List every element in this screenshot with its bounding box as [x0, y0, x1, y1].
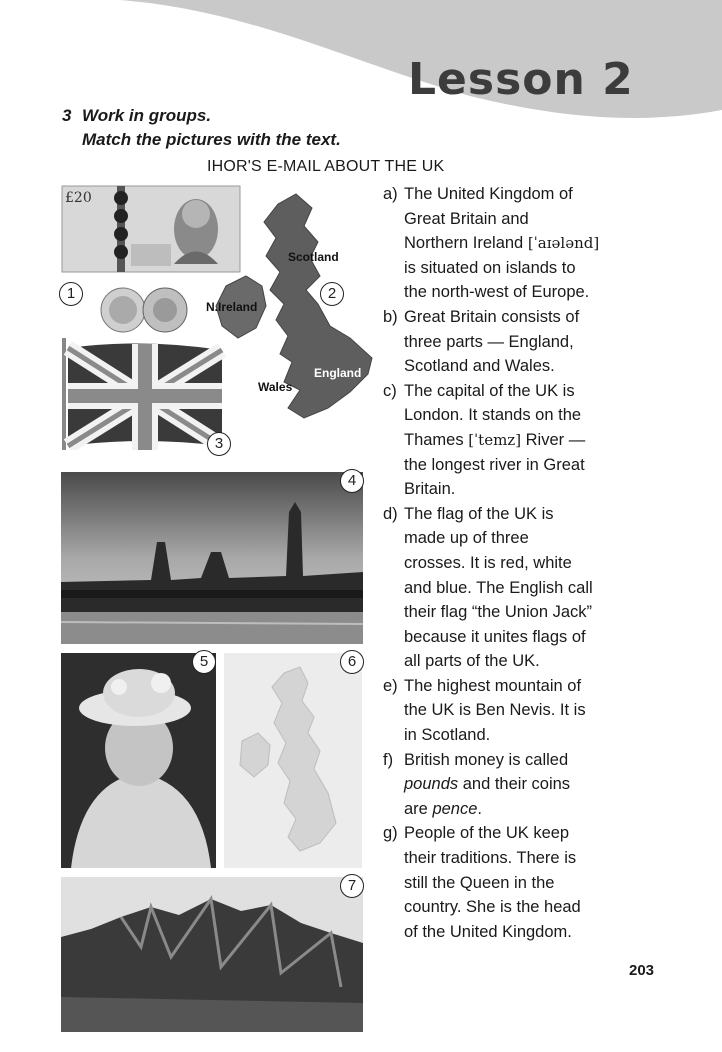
item-letter: d) — [383, 504, 398, 523]
email-text-list — [383, 182, 623, 944]
picture-number-4: 4 — [340, 469, 364, 493]
item-line: are — [404, 799, 433, 818]
item-letter: f) — [383, 750, 394, 769]
text-item-g — [383, 821, 623, 944]
task-line-1: Work in groups. — [82, 106, 212, 125]
map-label-england: England — [314, 366, 362, 380]
text-item-f — [383, 748, 623, 822]
item-letter: c) — [383, 381, 397, 400]
text-item-a — [383, 182, 623, 305]
item-line: People of the UK keep — [404, 824, 570, 843]
text-item-c — [383, 379, 623, 502]
item-line: and their coins — [458, 775, 571, 794]
item-line: Britain. — [404, 480, 456, 499]
picture-mountain — [61, 877, 363, 1032]
task-line-2: Match the pictures with the text. — [82, 130, 341, 149]
item-letter: a) — [383, 185, 398, 203]
item-line: the longest river in Great — [404, 455, 585, 474]
item-line: crosses. It is red, white — [404, 553, 572, 572]
queen-illustration — [61, 653, 216, 868]
item-line: The capital of the UK is — [404, 381, 575, 400]
item-line: and blue. The English call — [404, 578, 593, 597]
item-line: The United Kingdom of — [404, 185, 573, 203]
picture-number-6: 6 — [340, 650, 364, 674]
item-line: The flag of the UK is — [404, 504, 554, 523]
item-line: country. She is the head — [404, 898, 581, 917]
union-jack-illustration — [62, 338, 230, 450]
picture-queen — [61, 653, 216, 868]
item-line: London. It stands on the — [404, 406, 582, 425]
item-line: in Scotland. — [404, 726, 491, 745]
task-instructions — [62, 104, 341, 152]
item-letter: g) — [383, 824, 398, 843]
item-line: Scotland and Wales. — [404, 357, 555, 376]
picture-parliament — [61, 472, 363, 644]
item-line: River — — [521, 430, 586, 449]
item-line: because it unites flags of — [404, 627, 586, 646]
email-title: IHOR'S E-MAIL ABOUT THE UK — [207, 158, 445, 175]
map-label-n-ireland: N.Ireland — [206, 300, 258, 314]
phonetic-transcription: [ˈtemz] — [468, 430, 522, 449]
item-line: their traditions. There is — [404, 849, 577, 868]
picture-number-5: 5 — [192, 650, 216, 674]
map-label-wales: Wales — [258, 380, 293, 394]
mountain-illustration — [61, 877, 363, 1032]
item-line: of the United Kingdom. — [404, 922, 572, 941]
phonetic-transcription: [ˈaɪələnd] — [527, 234, 600, 253]
picture-number-2: 2 — [320, 282, 344, 306]
picture-number-7: 7 — [340, 874, 364, 898]
map-label-scotland: Scotland — [288, 250, 339, 264]
item-letter: b) — [383, 307, 398, 326]
page-number: 203 — [629, 962, 655, 979]
text-item-b — [383, 305, 623, 379]
parliament-illustration — [61, 472, 363, 644]
item-line: made up of three — [404, 529, 529, 548]
item-line: the north-west of Europe. — [404, 283, 590, 302]
item-line-italic: pounds — [404, 775, 459, 794]
banknote-value: £20 — [65, 190, 92, 206]
text-item-e — [383, 674, 623, 748]
picture-union-jack — [62, 338, 230, 450]
picture-number-1: 1 — [59, 282, 83, 306]
item-line: The highest mountain of — [404, 676, 582, 695]
item-line: Great Britain consists of — [404, 307, 580, 326]
item-line: British money is called — [404, 750, 569, 769]
lesson-title: Lesson 2 — [408, 54, 634, 105]
item-line: three parts — England, — [404, 332, 574, 351]
item-line: their flag “the Union Jack” — [404, 603, 593, 622]
item-letter: e) — [383, 676, 398, 695]
item-line: . — [477, 799, 482, 818]
text-item-d — [383, 502, 623, 674]
picture-faded-map — [224, 653, 362, 868]
item-line: still the Queen in the — [404, 873, 555, 892]
picture-number-3: 3 — [207, 432, 231, 456]
item-line: Northern Ireland — [404, 234, 528, 253]
item-line: Great Britain and — [404, 209, 529, 228]
item-line-italic: pence — [432, 799, 478, 818]
item-line: is situated on islands to — [404, 258, 576, 277]
item-line: all parts of the UK. — [404, 652, 540, 671]
item-line: the UK is Ben Nevis. It is — [404, 701, 586, 720]
faded-map-illustration — [224, 653, 362, 868]
item-line: Thames — [404, 430, 469, 449]
task-number: 3 — [62, 106, 72, 125]
